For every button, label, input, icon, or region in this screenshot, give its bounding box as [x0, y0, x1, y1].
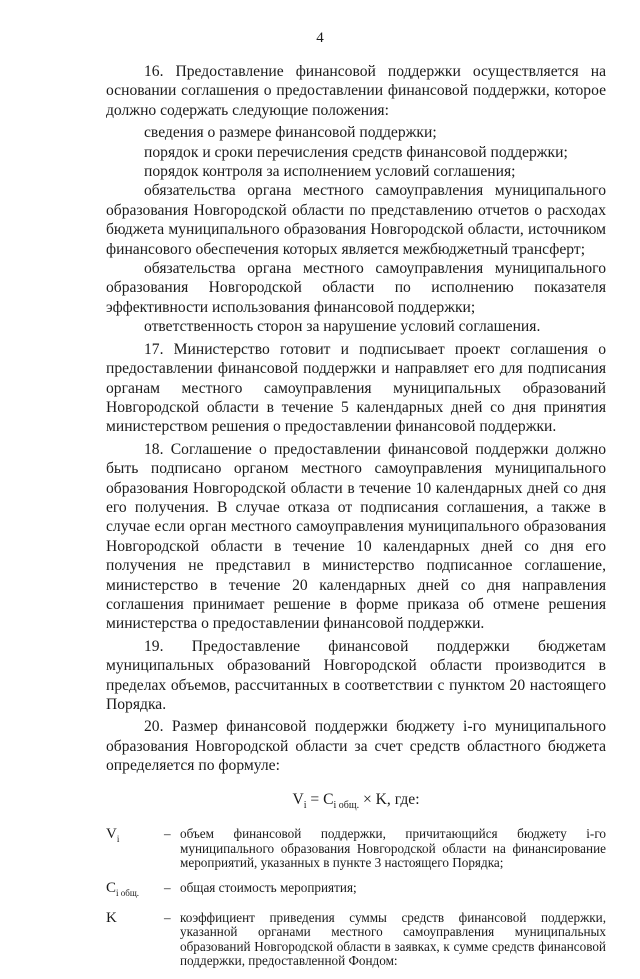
list-item: ответственность сторон за нарушение условий соглашения.: [144, 318, 541, 336]
definition-text: объем финансовой поддержки, причитающийся бюджету i-го муниципального образования Новгородской области на финансирование мероприятий, указанных в пункте 3 настоящего Порядка;: [180, 826, 606, 871]
definition-text: общая стоимость мероприятия;: [180, 879, 357, 895]
formula-rest: × K, где:: [359, 790, 420, 808]
paragraph-16: 16. Предоставление финансовой поддержки осуществляется на основании соглашения о предоставлении финансовой поддержки, которое должно содержать следующие положения:: [106, 63, 606, 119]
definition-symbol: K: [106, 909, 117, 926]
definition-row: [106, 911, 606, 969]
paragraph-17: 17. Министерство готовит и подписывает проект соглашения о предоставлении финансовой поддержки и направляет его для подписания органам местного самоуправления муниципальных образований Новгородской области в течение 5 календарных дней со дня принятия министерством решения о предоставлении финансовой поддержки.: [106, 340, 606, 436]
list-item: обязательства органа местного самоуправления муниципального образования Новгородской области по исполнению показателя эффективности использования финансовой поддержки;: [106, 260, 606, 316]
definition-symbol: $C_{i общ.}$: [106, 879, 140, 898]
formula-v: V: [292, 790, 304, 808]
definition-row: [106, 881, 606, 901]
definition-symbol: $V_i$: [106, 826, 120, 845]
formula-c-sub: i общ.: [333, 799, 360, 811]
list-item: сведения о размере финансовой поддержки;: [144, 124, 437, 142]
list-item: порядок контроля за исполнением условий соглашения;: [144, 163, 516, 181]
formula: [106, 790, 606, 816]
list-item: обязательства органа местного самоуправления муниципального образования Новгородской области по представлению отчетов о расходах бюджета муниципального образования Новгородской области, источником финансового обеспечения которых является межбюджетный трансферт;: [106, 182, 606, 258]
paragraph-20: 20. Размер финансовой поддержки бюджету i-го муниципального образования Новгородской области за счет средств областного бюджета определяется по формуле:: [106, 718, 606, 775]
paragraph-18: 18. Соглашение о предоставлении финансовой поддержки должно быть подписано органом местного самоуправления муниципального образования Новгородской области в течение 10 календарных дней со дня его получения. В случае отказа от подписания соглашения, а также в случае если орган местного самоуправления муниципального образования Новгородской области в течение 10 календарных дней со дня его получения не представил в министерство подписанное соглашение, министерство в течение 20 календарных дней со дня направления соглашения принимает решение в форме приказа об отмене решения министерства о предоставлении финансовой поддержки.: [106, 440, 606, 633]
definition-dash: –: [164, 909, 171, 925]
formula-eq: = C: [306, 790, 334, 808]
paragraph-19: 19. Предоставление финансовой поддержки бюджетам муниципальных образований Новгородской области производится в пределах объемов, рассчитанных в соответствии с пунктом 20 настоящего Порядка.: [106, 637, 606, 713]
formula-v-sub: i: [303, 799, 307, 811]
definitions-list: [106, 827, 606, 969]
definition-dash: –: [164, 826, 171, 842]
page-number: 4: [316, 30, 324, 46]
definition-dash: –: [164, 879, 171, 895]
document-body: [106, 62, 606, 979]
definition-row: [106, 827, 606, 871]
list-item: порядок и сроки перечисления средств финансовой поддержки;: [144, 143, 568, 161]
definition-text: коэффициент приведения суммы средств финансовой поддержки, указанной органами местного самоуправления муниципальных образований Новгородской области в заявках, к сумме средств финансовой поддержки, предоставленной Фондом:: [180, 909, 606, 969]
